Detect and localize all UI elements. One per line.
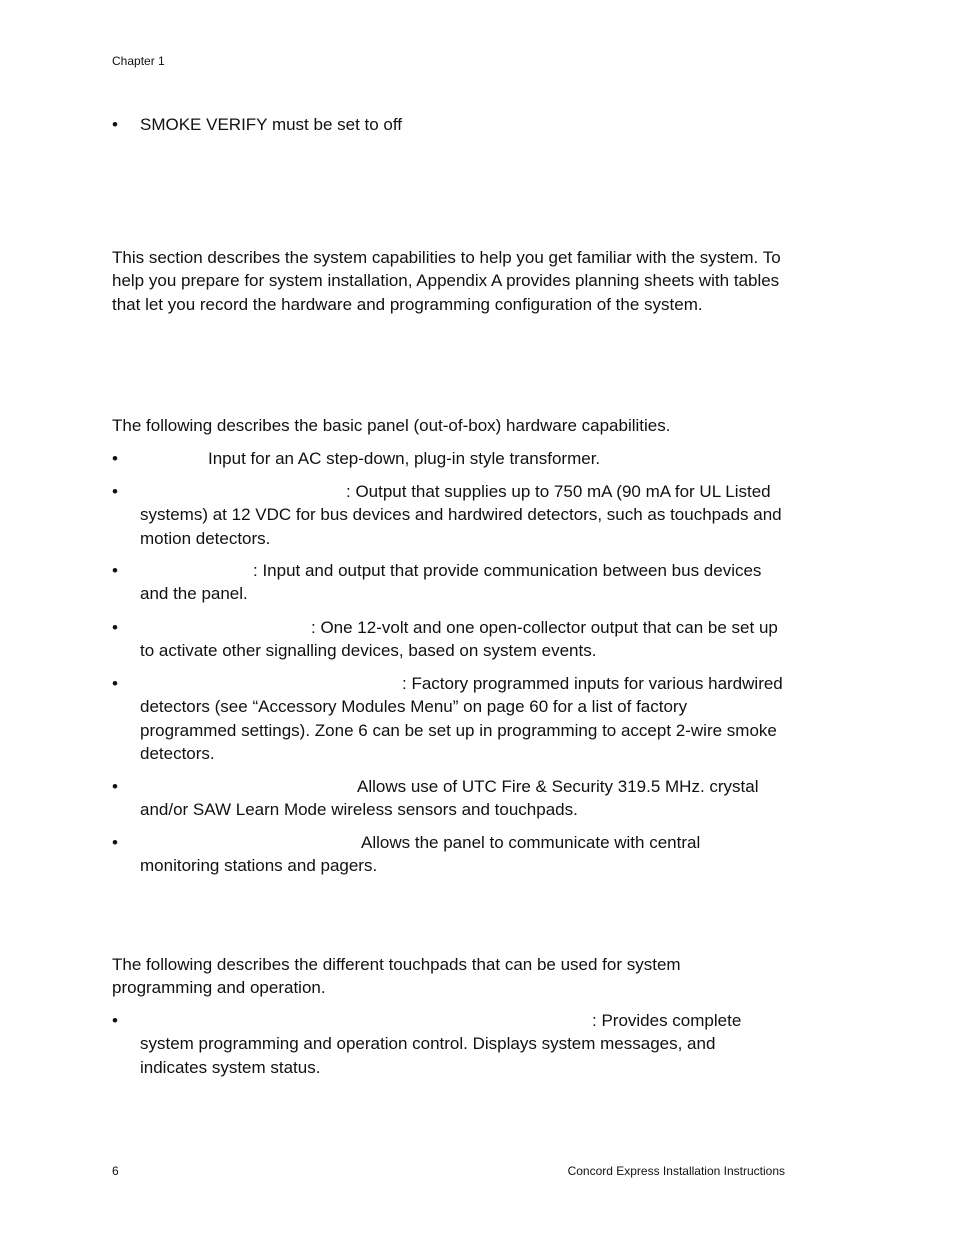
list-item-text: Allows the panel to communicate with central monitoring stations and pagers. bbox=[140, 833, 701, 876]
list-item-text: Allows use of UTC Fire & Security 319.5 MHz. crystal and/or SAW Learn Mode wireless sensors and touchpads. bbox=[140, 777, 759, 820]
bullet-icon: • bbox=[112, 833, 118, 852]
list-item-text: : Factory programmed inputs for various hardwired detectors (see “Accessory Modules Menu” on page 60 for a list of factory programmed settings). Zone 6 can be set up in programming to accept 2-wire smoke detectors. bbox=[140, 674, 783, 764]
bullet-icon: • bbox=[112, 777, 118, 796]
list-item bbox=[112, 113, 784, 136]
list-item bbox=[112, 672, 784, 766]
list-item-text: : Input and output that provide communication between bus devices and the panel. bbox=[140, 561, 762, 604]
list-item bbox=[112, 480, 784, 550]
list-item-text: : One 12-volt and one open-collector output that can be set up to activate other signalling devices, based on system events. bbox=[140, 618, 778, 661]
list-item-text: SMOKE VERIFY must be set to off bbox=[140, 115, 403, 134]
bullet-icon: • bbox=[112, 1011, 118, 1030]
list-item bbox=[112, 559, 784, 606]
list-item-text: : Provides complete system programming and operation control. Displays system messages, and indicates system status. bbox=[140, 1011, 742, 1077]
bullet-icon: • bbox=[112, 482, 118, 501]
list-item-text: : Output that supplies up to 750 mA (90 mA for UL Listed systems) at 12 VDC for bus devices and hardwired detectors, such as touchpads and motion detectors. bbox=[140, 482, 782, 548]
running-header: Chapter 1 bbox=[112, 54, 165, 68]
bullet-icon: • bbox=[112, 674, 118, 693]
touchpad-intro: The following describes the different touchpads that can be used for system programming and operation. bbox=[112, 955, 681, 998]
list-item-text: Input for an AC step-down, plug-in style transformer. bbox=[208, 449, 601, 468]
bullet-icon: • bbox=[112, 115, 118, 134]
list-item bbox=[112, 1009, 784, 1079]
intro-paragraph: This section describes the system capabilities to help you get familiar with the system. To help you prepare for system installation, Appendix A provides planning sheets with tables that let you record the hardware and programming configuration of the system. bbox=[112, 248, 781, 314]
list-item bbox=[112, 616, 784, 663]
bullet-icon: • bbox=[112, 618, 118, 637]
hardware-intro: The following describes the basic panel (out-of-box) hardware capabilities. bbox=[112, 416, 671, 435]
page-number: 6 bbox=[112, 1164, 119, 1178]
list-item bbox=[112, 831, 784, 878]
bullet-icon: • bbox=[112, 449, 118, 468]
bullet-icon: • bbox=[112, 561, 118, 580]
running-footer-title: Concord Express Installation Instructions bbox=[567, 1164, 785, 1178]
list-item bbox=[112, 775, 784, 822]
list-item bbox=[112, 447, 784, 470]
